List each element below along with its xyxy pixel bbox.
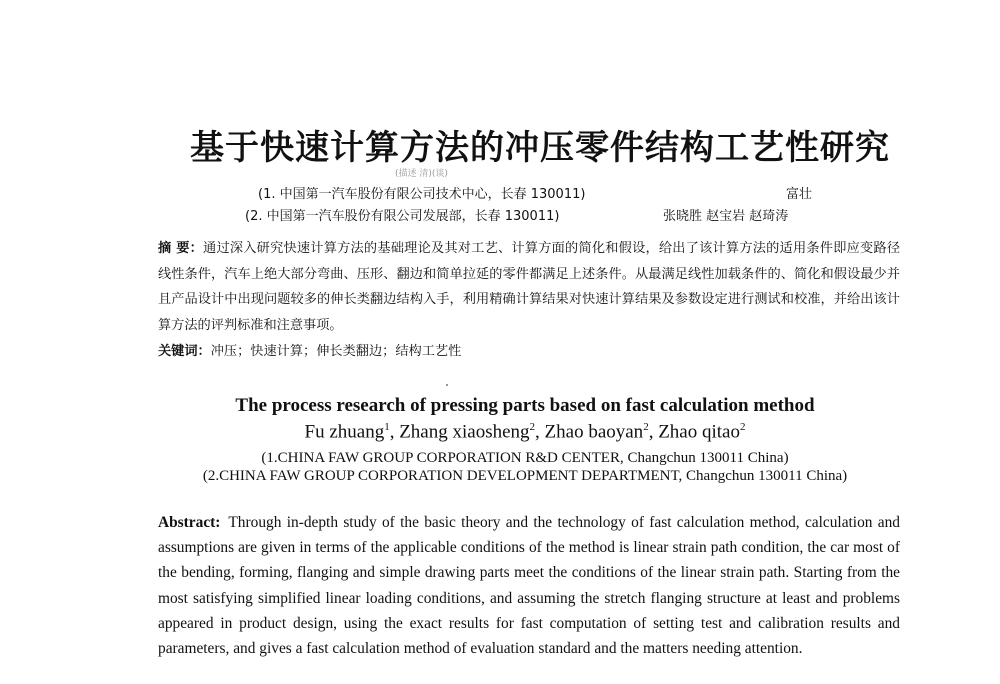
chinese-keywords-text: 冲压；快速计算；伸长类翻边；结构工艺性 — [210, 344, 462, 359]
chinese-affiliation-2: (2. 中国第一汽车股份有限公司发展部，长春 130011) — [245, 209, 560, 224]
chinese-keywords-label: 关键词： — [158, 344, 211, 359]
chinese-abstract-text: 通过深入研究快速计算方法的基础理论及其对工艺、计算方面的简化和假设，给出了该计算方法的适用条件即应变路径线性条件，汽车上绝大部分弯曲、压形、翻边和简单拉延的零件都满足上述条件。从最满足线性加载条件的、简化和假设最少并且产品设计中出现问题较多的伸长类翻边结构入手，利用精确计算结果对快速计算结果及参数设定进行测试和校准，并给出该计算方法的评判标准和注意事项。 — [158, 241, 901, 333]
english-affiliation-1: (1.CHINA FAW GROUP CORPORATION R&D CENTER, Changchun 130011 China) — [261, 450, 789, 466]
english-author: Zhao baoyan — [544, 421, 644, 443]
english-abstract-label: Abstract: — [158, 514, 221, 531]
english-title: The process research of pressing parts based on fast calculation method — [235, 395, 815, 416]
chinese-affiliation-1: (1. 中国第一汽车股份有限公司技术中心，长春 130011) — [258, 187, 586, 202]
english-author: Zhao qitao — [658, 421, 740, 443]
english-abstract-text: Through in-depth study of the basic theory and the technology of fast calculation method, calculation and assumptions are given in terms of the applicable conditions of the method is linear strain path condition, the car most of the bending, forming, flanging and simple drawing parts meet the conditions of the linear strain path. Starting from the most satisfying simplified linear loading conditions, and assuming the stretch flanging structure at least and problems appeared in product design, using the exact results for fast computation of setting test and calibration results and parameters, and gives a fast calculation method of evaluation standard and the matters needing attention. — [158, 514, 900, 658]
chinese-abstract — [158, 236, 900, 338]
author-affiliation-index: 1 — [384, 421, 390, 433]
chinese-abstract-label: 摘 要： — [158, 241, 204, 256]
english-author: Fu zhuang — [304, 421, 385, 443]
chinese-authors-2: 张晓胜 赵宝岩 赵琦涛 — [663, 209, 789, 224]
handwritten-annotation: (描述 清)(谈) — [395, 169, 448, 179]
english-abstract — [158, 510, 900, 661]
english-author: Zhang xiaosheng — [399, 421, 530, 443]
chinese-author-1: 富壮 — [786, 187, 813, 202]
author-affiliation-index: 2 — [739, 421, 746, 433]
author-affiliation-index: 2 — [529, 421, 536, 433]
english-authors: Fu zhuang$^1$, Zhang xiaosheng$^2$, Zhao baoyan$^2$, Zhao qitao$^2$ — [304, 421, 746, 443]
english-affiliation-2: (2.CHINA FAW GROUP CORPORATION DEVELOPMENT DEPARTMENT, Changchun 130011 China) — [202, 468, 848, 484]
chinese-keywords — [158, 340, 898, 359]
chinese-title: 基于快速计算方法的冲压零件结构工艺性研究 — [190, 128, 890, 168]
speck-mark — [446, 384, 448, 386]
author-affiliation-index: 2 — [643, 421, 649, 433]
